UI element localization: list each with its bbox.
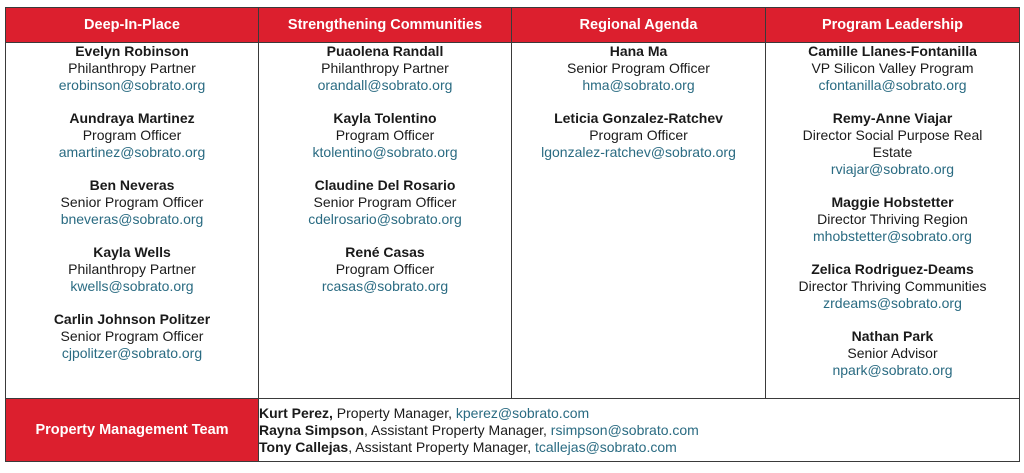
person-card — [766, 194, 1019, 245]
person-title: Program Officer — [335, 127, 435, 143]
person-card — [6, 311, 258, 362]
person-email-link[interactable]: rcasas@sobrato.org — [321, 278, 449, 294]
pm-title: , Assistant Property Manager, — [348, 438, 535, 455]
pm-entry — [259, 422, 1019, 439]
person-card — [6, 43, 258, 94]
person-name: Kayla Tolentino — [333, 110, 437, 126]
person-name: Puaolena Randall — [326, 43, 444, 59]
person-title: Director Thriving Communities — [798, 278, 987, 294]
person-card — [6, 244, 258, 295]
pm-entry — [259, 405, 1019, 422]
person-title: VP Silicon Valley Program — [811, 60, 974, 76]
person-email-link[interactable]: cdelrosario@sobrato.org — [308, 211, 462, 227]
person-card — [259, 244, 511, 295]
person-email-link[interactable]: orandall@sobrato.org — [317, 77, 453, 93]
person-card — [512, 110, 765, 161]
pm-email-link[interactable]: kperez@sobrato.com — [455, 404, 590, 421]
person-title: Senior Program Officer — [60, 194, 204, 210]
person-card — [512, 43, 765, 94]
person-email-link[interactable]: cfontanilla@sobrato.org — [818, 77, 967, 93]
person-email-link[interactable]: ktolentino@sobrato.org — [312, 144, 458, 160]
pm-name: Kurt Perez, — [259, 404, 333, 421]
person-name: Claudine Del Rosario — [314, 177, 456, 193]
person-name: Kayla Wells — [93, 244, 171, 260]
person-card — [766, 43, 1019, 94]
person-email-link[interactable]: bneveras@sobrato.org — [60, 211, 204, 227]
column-program-leadership — [766, 43, 1020, 399]
person-email-link[interactable]: kwells@sobrato.org — [70, 278, 194, 294]
person-title: Philanthropy Partner — [321, 60, 449, 76]
person-card — [259, 110, 511, 161]
person-name: Aundraya Martinez — [69, 110, 195, 126]
person-email-link[interactable]: npark@sobrato.org — [832, 362, 953, 378]
person-card — [766, 110, 1019, 178]
person-name: René Casas — [345, 244, 425, 260]
person-title: Director Social Purpose Real Estate — [802, 127, 983, 160]
person-email-link[interactable]: amartinez@sobrato.org — [58, 144, 206, 160]
person-email-link[interactable]: erobinson@sobrato.org — [58, 77, 206, 93]
person-name: Camille Llanes-Fontanilla — [808, 43, 977, 59]
header-row — [6, 8, 1020, 43]
column-deep-in-place — [6, 43, 259, 399]
staff-directory — [5, 7, 1019, 465]
staff-row — [6, 43, 1020, 399]
property-management-list — [259, 399, 1020, 462]
header-deep-in-place: Deep-In-Place — [6, 8, 259, 43]
person-name: Maggie Hobstetter — [831, 194, 954, 210]
pm-email-link[interactable]: tcallejas@sobrato.com — [534, 438, 677, 455]
pm-entry — [259, 439, 1019, 456]
person-title: Director Thriving Region — [817, 211, 968, 227]
person-title: Senior Advisor — [847, 345, 938, 361]
person-email-link[interactable]: mhobstetter@sobrato.org — [813, 228, 972, 244]
person-email-link[interactable]: rviajar@sobrato.org — [830, 161, 955, 177]
staff-table — [5, 7, 1020, 462]
person-name: Zelica Rodriguez-Deams — [811, 261, 974, 277]
person-card — [766, 261, 1019, 312]
pm-title: , Assistant Property Manager, — [364, 421, 551, 438]
person-name: Evelyn Robinson — [75, 43, 189, 59]
person-title: Senior Program Officer — [60, 328, 204, 344]
person-name: Remy-Anne Viajar — [832, 110, 953, 126]
person-email-link[interactable]: cjpolitzer@sobrato.org — [61, 345, 203, 361]
pm-email-link[interactable]: rsimpson@sobrato.com — [550, 421, 699, 438]
person-name: Nathan Park — [851, 328, 934, 344]
person-title: Philanthropy Partner — [68, 261, 196, 277]
person-name: Hana Ma — [609, 43, 668, 59]
person-card — [6, 110, 258, 161]
person-email-link[interactable]: zrdeams@sobrato.org — [823, 295, 962, 311]
property-management-label: Property Management Team — [6, 399, 259, 462]
pm-name: Rayna Simpson — [259, 421, 365, 438]
person-title: Senior Program Officer — [567, 60, 710, 76]
person-card — [259, 177, 511, 228]
person-title: Program Officer — [82, 127, 182, 143]
person-email-link[interactable]: lgonzalez-ratchev@sobrato.org — [541, 144, 736, 160]
person-name: Leticia Gonzalez-Ratchev — [554, 110, 723, 126]
person-card — [259, 43, 511, 94]
person-title: Philanthropy Partner — [68, 60, 196, 76]
column-regional-agenda — [512, 43, 766, 399]
pm-name: Tony Callejas — [259, 438, 349, 455]
person-name: Ben Neveras — [89, 177, 175, 193]
pm-title: Property Manager, — [332, 404, 456, 421]
person-email-link[interactable]: hma@sobrato.org — [582, 77, 695, 93]
person-card — [766, 328, 1019, 379]
person-title: Program Officer — [589, 127, 688, 143]
header-program-leadership: Program Leadership — [766, 8, 1020, 43]
person-card — [6, 177, 258, 228]
person-title: Senior Program Officer — [313, 194, 457, 210]
property-management-row — [6, 399, 1020, 462]
column-strengthening-communities — [259, 43, 512, 399]
header-strengthening-communities: Strengthening Communities — [259, 8, 512, 43]
person-name: Carlin Johnson Politzer — [53, 311, 211, 327]
person-title: Program Officer — [335, 261, 435, 277]
header-regional-agenda: Regional Agenda — [512, 8, 766, 43]
